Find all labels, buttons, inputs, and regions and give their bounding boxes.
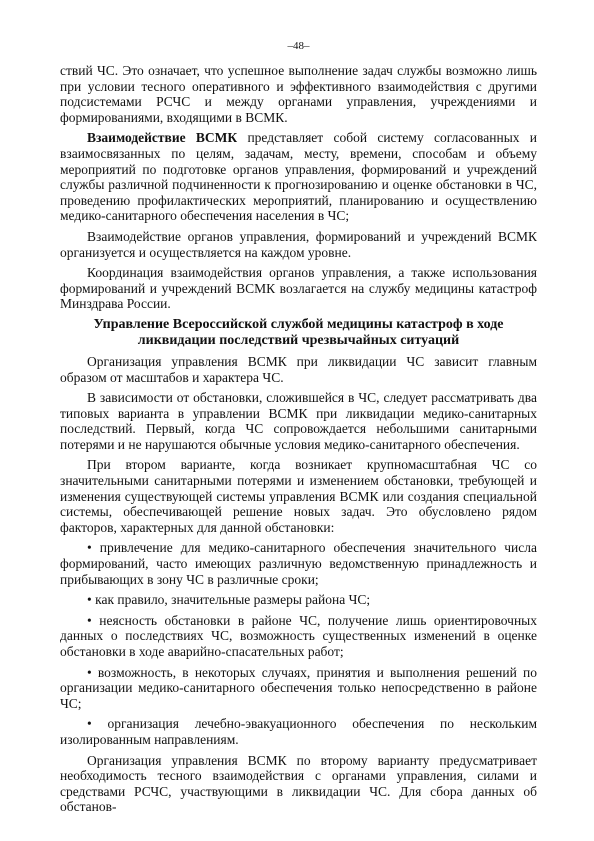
list-item: • организация лечебно-эвакуационного обеспечения по нескольким изолированным направлениям. xyxy=(60,716,537,747)
term-lead: Взаимодействие ВСМК xyxy=(87,130,238,146)
document-page xyxy=(60,40,537,815)
list-item: • как правило, значительные размеры района ЧС; xyxy=(87,592,371,608)
paragraph: Организация управления ВСМК при ликвидации ЧС зависит главным образом от масштабов и характера ЧС. xyxy=(60,353,537,385)
list-item: • привлечение для медико-санитарного обеспечения значительного числа формирований, часто имеющих различную ведомственную принадлежность и прибывающих в зону ЧС в различные сроки; xyxy=(60,540,537,587)
paragraph xyxy=(60,229,537,260)
bullet-list xyxy=(60,540,537,747)
paragraph: Организация управления ВСМК по второму варианту предусматривает необходимость тесного взаимодействия с органами управления, силами и средствами РСЧС, участвующими в ликвидации ЧС. Для сбора данных об обстанов- xyxy=(60,752,537,815)
paragraph xyxy=(60,265,537,312)
paragraph-text: Взаимодействие органов управления, формирований и учреждений ВСМК организуется и осуществляется на каждом уровне. xyxy=(60,228,537,260)
list-item: • неясность обстановки в районе ЧС, получение лишь ориентировочных данных о последствиях ЧС, возможность существенных изменений в оценке обстановки в ходе аварийно-спасательных работ; xyxy=(60,612,537,659)
paragraph: При втором варианте, когда возникает крупномасштабная ЧС со значительными санитарными потерями и изменением обстановки, требующей и изменения существующей системы управления ВСМК или создания специальной системы, обеспечивающей решение новых задач. Это обусловлено рядом факторов, характерных для данной обстановки: xyxy=(60,457,537,535)
list-item: • возможность, в некоторых случаях, принятия и выполнения решений по организации медико-санитарного обеспечения только непосредственно в районе ЧС; xyxy=(60,664,537,711)
paragraph-definition xyxy=(60,130,537,224)
paragraph-text: ствий ЧС. Это означает, что успешное выполнение задач службы возможно лишь при условии тесного оперативного и эффективного взаимодействия с другими подсистемами РСЧС и между органами управления, учреждениями и формированиями, входящими в ВСМК. xyxy=(60,63,537,125)
page-number: –48– xyxy=(287,40,310,52)
paragraph: В зависимости от обстановки, сложившейся в ЧС, следует рассматривать два типовых варианта в управлении ВСМК при ликвидации медико-санитарных последствий. Первый, когда ЧС сопровождается небольшими санитарными потерями и не нарушаются обычные условия медико-санитарного обеспечения. xyxy=(60,390,537,452)
section-heading: Управление Всероссийской службой медицины катастроф в ходе ликвидации последствий чрезвычайных ситуаций xyxy=(93,316,504,348)
paragraph-text: Координация взаимодействия органов управления, а также использования формирований и учреждений ВСМК возлагается на службу медицины катастроф Минздрава России. xyxy=(60,265,537,312)
paragraph-text: представляет собой систему согласованных и взаимосвязанных по целям, задачам, месту, времени, способам и объему мероприятий по подготовке органов управления, формирований и учреждений службы различной подчиненности к прогнозированию и оценке обстановки в ЧС, проведению профилактических мероприятий, планированию и осуществлению медико-санитарного обеспечения населения в ЧС; xyxy=(60,130,538,224)
paragraph-continuation xyxy=(60,63,537,125)
